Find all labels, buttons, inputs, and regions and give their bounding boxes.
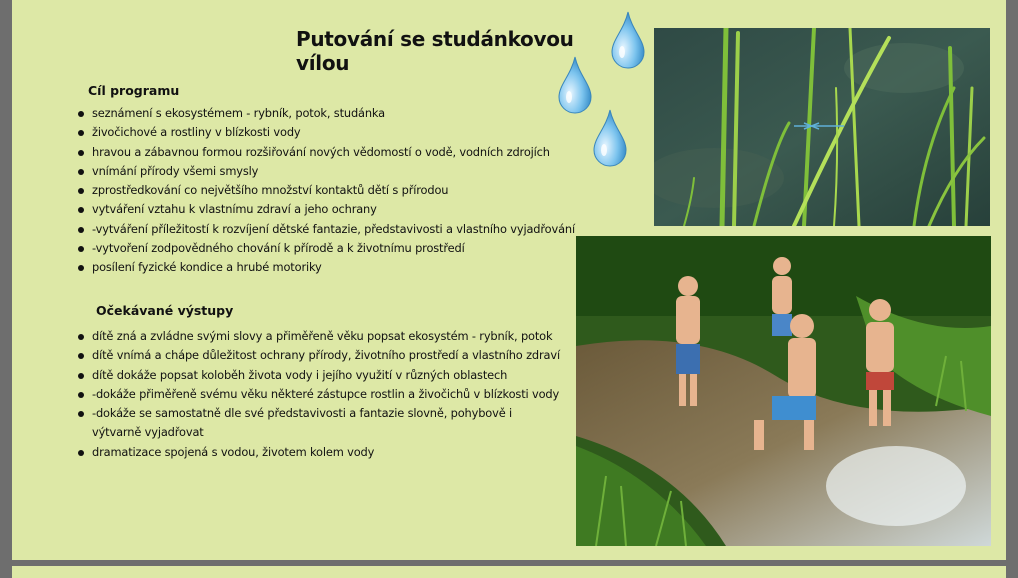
list-item: dítě zná a zvládne svými slovy a přiměřeně věku popsat ekosystém - rybník, potok [78, 327, 562, 346]
list-item: -dokáže přiměřeně svému věku některé zástupce rostlin a živočichů v blízkosti vody [78, 385, 562, 404]
list-item: dítě vnímá a chápe důležitost ochrany přírody, životního prostředí a vlastního zdraví [78, 346, 562, 365]
water-drop-icon [610, 10, 646, 70]
outcomes-list [78, 327, 562, 462]
reeds-photo [654, 28, 990, 226]
list-item: posílení fyzické kondice a hrubé motoriky [78, 258, 575, 277]
list-item: vnímání přírody všemi smysly [78, 162, 575, 181]
list-item: živočichové a rostliny v blízkosti vody [78, 123, 575, 142]
goals-heading: Cíl programu [88, 83, 180, 98]
slide-title: Putování se studánkovou vílou [296, 27, 574, 75]
next-slide-edge [12, 566, 1006, 578]
list-item: dítě dokáže popsat koloběh života vody i jejího využití v různých oblastech [78, 366, 562, 385]
list-item: vytváření vztahu k vlastnímu zdraví a jeho ochrany [78, 200, 575, 219]
list-item: seznámení s ekosystémem - rybník, potok, studánka [78, 104, 575, 123]
list-item: -dokáže se samostatně dle své představivosti a fantazie slovně, pohybově i výtvarně vyjadřovat [78, 404, 562, 443]
list-item: hravou a zábavnou formou rozšiřování nových vědomostí o vodě, vodních zdrojích [78, 143, 575, 162]
slide [12, 0, 1006, 560]
outcomes-heading: Očekávané výstupy [96, 303, 234, 318]
goals-list [78, 104, 575, 278]
list-item: -vytváření příležitostí k rozvíjení dětské fantazie, představivosti a vlastního vyjadřování [78, 220, 575, 239]
list-item: zprostředkování co největšího množství kontaktů dětí s přírodou [78, 181, 575, 200]
list-item: -vytvoření zodpovědného chování k přírodě a k životnímu prostředí [78, 239, 575, 258]
water-drop-icon [592, 108, 628, 168]
list-item: dramatizace spojená s vodou, životem kolem vody [78, 443, 562, 462]
children-stream-photo [576, 236, 991, 546]
